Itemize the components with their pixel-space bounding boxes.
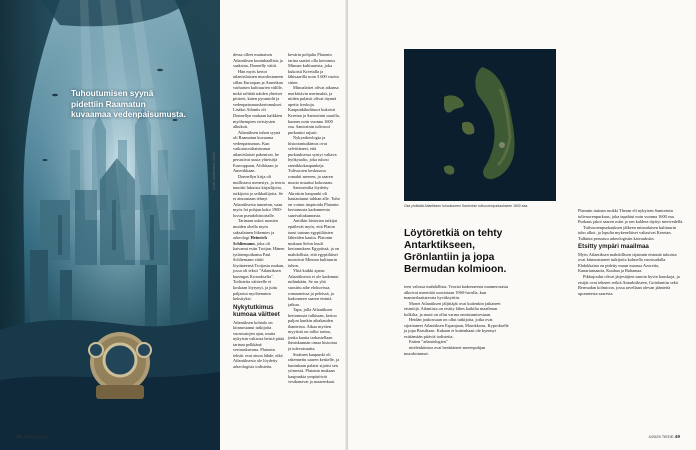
photo-caption: Tuhoutumisen syynä pidettiin Raamatun kuvaamaa vedenpaisumusta.	[71, 88, 186, 119]
paragraph: Tulivuorenpurkauksen jälkeen minoalaisen kulttuurin tuho alkoi, ja lopulta mykeneläiset valtasivat Kreetan. Tulkinta perustuu arkeologisiin kaivauksiin.	[578, 224, 677, 241]
paragraph: dessa olleet muinaisen Atlantiksen kuninkaallisia ja saaksina, Donnelly väitti.	[233, 52, 283, 69]
pull-quote-headline: Löytöretkiä on tehty Antarktikseen, Grönlantiin ja jopa Bermudan kolmioon.	[404, 228, 507, 275]
subheading: Etsitty ympäri maailmaa	[578, 243, 649, 251]
paragraph: Minoalaiset olivat aikansa merkittävin merimahti, ja niiden palatsit olivat täynnä upeita freskoja. Kaupunkikulttuuri kukoisti Kreetan ja Santorinin saarilla, kunnes noin vuonna 1600 eaa. Santorinin tulivuori purkautui rajusti.	[288, 85, 340, 135]
paragraph: Yhtä kaikki ajatus Atlantiksesta ei ole kadonnut mihinkään. Se on yhä suosittu aihe elokuvissa, romaaneissa ja peleissä, ja kadonneen saaren etsintä jatkuu.	[288, 268, 339, 307]
article-column-2	[288, 52, 340, 385]
paragraph: Atlantiksen tuhon syynä oli Raamatun kuvaama vedenpaisumus. Kun vaikutusvaltaisimmat atlantislaiset pakenivat, he perustivat uusia yhteisöjä Eurooppaan, Afrikkaan ja Amerikkaan.	[233, 129, 281, 174]
paragraph: Monet Atlantiksen jäljittäjät ovat kuitenkin jatkaneet etsintöjä. Atlantista on etsitty lähes kaikilta maailman kolkilta, ja moni on ollut varma onnistumisestaan.	[404, 300, 501, 317]
paragraph: Atlantiksen kohtalo on kiinnostanut tutkijoita vuosisatojen ajan, mutta nykyisin valtaosa heistä pitää tarinaa pelkkänä vertauskuvana. Platonin tekstit ovat ainoa lähde, eikä Atlantiksesta ole löydetty arkeologisia todisteita.	[233, 319, 285, 369]
paragraph: Myös Atlantiksen mahdollisen sijainnin etsinnät tuhoisia ovat kiinnostaneet tutkijoita kolmella vuosisadalla. Ehdokkaina on pidetty muun muassa Azoreita, Kanariansaaria, Kuubaa ja Bahamaa.	[578, 251, 677, 274]
subheading: Nykytutkimus kumoaa väitteet	[233, 303, 280, 319]
article-column-3	[404, 284, 510, 356]
santorini-island-shape	[404, 49, 556, 201]
paragraph: kevärin pohjalta Platonin tarina saattoi olla kertomus Minoan kulttuurista, joka kukoisti Kreetalla ja lähisaarilla noin 3 600 vuotta sitten.	[288, 52, 339, 85]
article-column-4	[578, 208, 684, 296]
folio-right: 4/2025 TIEDE 49	[648, 434, 680, 440]
underwater-city-photo	[0, 0, 220, 450]
paragraph: Tapa, jolla Atlantiksen kertomusta tulkitaan, kertoo paljon kunkin aikakauden ihanteista. Aikaa myöten myytistä on tullut tarina, jonka kautta tarkastellaan ihmiskunnan omaa historiaa ja tulevaisuutta.	[288, 307, 337, 351]
paragraph: Sisäinen kaupunki oli rakennettu saaren keskelle, ja kuninkaan palatsi sijaitsi sen ytimessä. Platonin mukaan kaupunkia ympäröivät vesikanavat ja maarenkaat.	[288, 351, 340, 385]
paragraph: Eniten "atlantologien"	[409, 339, 448, 345]
paragraph: Donnellyn kirja oli mullistava menestys, ja teoria innoitti lukuisia kirjailijoita, tutkijoita ja seikkailijoita. Se ei ainoastaan tehnyt Atlantiksesta tunnetun, vaan myös loi pohjan koko 1900-luvun pseudohistorialle.	[233, 174, 285, 218]
name-bold: Heinrich Schliemann	[233, 235, 267, 246]
article-column-1	[233, 52, 285, 370]
paragraph: mielenkiintoa ovat herättäneet merenpohjan muodostumat.	[404, 345, 486, 356]
paragraph: Hän myös kertoi atlantislaisten muodostaneen sillan Euroopan ja Amerikan varhaisen kulttuurien välille, mikä selittää näiden yhteiset piirteet, kuten pyramidit ja vedenpaisumuskertomukset. Lisäksi Atlantis oli Donnellyn mukaan kaikkien myöhempien sivistysten alkukoti.	[233, 68, 284, 130]
right-page	[348, 0, 696, 450]
photo-credit: Kuvat: Shutterstock, NASA	[212, 151, 216, 190]
paragraph: Pikkujoulut olivat järjestäjien sanoin hyvin hauskoja, ja etsijät ovat tehneet retkiä Antarktikseen, Grönlantiin sekä Bermudan kolmioon, jossa arvellaan olevan jäänteitä uponneesta saaresta.	[578, 273, 680, 296]
paragraph: Antiikin historian tutkijat epäilevät myös, että Platon tunsi tarinan egyptiläisten lähteiden kautta. Platonin mukaan Solon kuuli kertomuksen Egyptissä, ja on mahdollista, että egyptiläiset muistivat Minoan kulttuurin tuhon.	[288, 218, 340, 268]
map-caption: Osa yhdistää Atlantiksen tuhoutuneen Santorinin tulivuorenpurkaukseen 1600 eaa.	[404, 204, 529, 208]
paragraph: teen valossa mahdollista. Teoriat kadonneesta mannerosasta alkoivat menettää suosiotaan 1960-luvulla, kun mannerlaattateoria hyväksyttiin.	[404, 284, 509, 301]
paragraph: Santorinilta löydetty Akrotirin kaupunki oli hautautunut tuhkan alle. Tuho on voinut inspiroida Platonin kertomusta kadonneesta saarivaltakunnasta.	[288, 185, 340, 218]
diving-helmet	[89, 332, 151, 399]
folio-left: 48 TIEDE 4/2025	[16, 434, 48, 440]
underwater-ruins-illustration	[0, 0, 220, 450]
satellite-map-santorini	[404, 49, 556, 201]
paragraph: Nykyarkeologia ja historiantutkimus ovat selvittäneet, että purkauksessa syntyi valtava hyökyaalto, joka tuhosi rannikkokaupunkeja. Tulivuoren keskusosa romahti mereen, ja saaren muoto muuttui kokonaan.	[288, 135, 337, 185]
paragraph: Platonin tarinan ruokki Theran eli nykyisen Santorinin tulivuorenpurkaus, joka tapahtui noin vuonna 1600 eaa. Purkaus jakoi saaren osiin ja sen kaldera täyttyi merivedellä.	[578, 208, 684, 225]
paragraph: Heidän joukossaan on ollut tutkijoita, jotka ovat sijoittaneet Atlantiksen Espanjaan, Marokkoon, Kyprokselle ja jopa Brasiliaan. Kukaan ei kuitenkaan ole kyennyt esittämään pitäviä todisteita.	[404, 317, 509, 339]
paragraph: Tarinaan uskoi monien muiden ohella myös saksalainen liikemies ja arkeologi Heinrich Schliemann, joka oli kaivanut esiin Troijan. Hänen tyttärenpoikansa Paul Schliemann väitti löytäneensä Troijasta ruukun, jossa oli teksti "Atlantiksen kuningas Kronokselta". Todisteita väitteelle ei koskaan löytynyt, ja juttu paljastui myöhemmin keksityksi.	[233, 218, 285, 302]
